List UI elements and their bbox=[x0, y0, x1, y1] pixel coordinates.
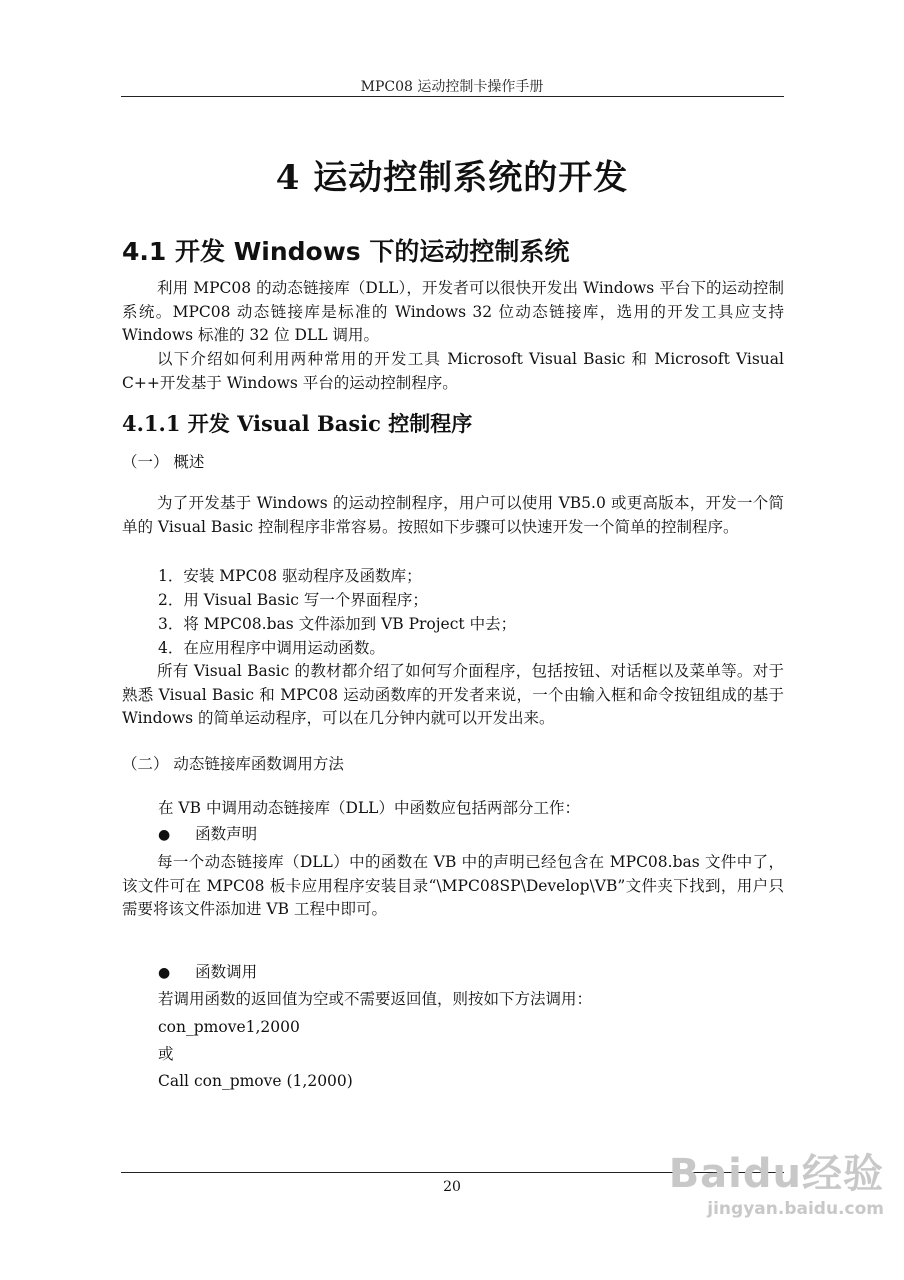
bullet-label: 函数声明 bbox=[195, 825, 258, 843]
watermark-logo: Baidu经验 bbox=[668, 1151, 884, 1197]
watermark-url: jingyan.baidu.com bbox=[707, 1199, 884, 1219]
part2-paragraph-1: 在 VB 中调用动态链接库（DLL）中函数应包括两部分工作： bbox=[158, 799, 580, 817]
step-item: 1．安装 MPC08 驱动程序及函数库； bbox=[158, 567, 422, 585]
part2-heading: （二） 动态链接库函数调用方法 bbox=[122, 755, 344, 773]
bullet-function-call bbox=[158, 960, 257, 985]
running-header: MPC08 运动控制卡操作手册 bbox=[360, 79, 544, 95]
section-title: 4.1 开发 Windows 下的运动控制系统 bbox=[122, 237, 570, 266]
page-number: 20 bbox=[443, 1179, 461, 1195]
bullet-label: 函数调用 bbox=[195, 963, 258, 981]
code-line: Call con_pmove (1,2000) bbox=[158, 1072, 353, 1090]
part2-paragraph-3: 若调用函数的返回值为空或不需要返回值，则按如下方法调用： bbox=[158, 990, 593, 1008]
step-item: 3．将 MPC08.bas 文件添加到 VB Project 中去； bbox=[158, 615, 517, 633]
part1-paragraph-2: 所有 Visual Basic 的教材都介绍了如何写介面程序，包括按钮、对话框以及菜单等。对于熟悉 Visual Basic 和 MPC08 运动函数库的开发者来说，一个由输入框和命令按钮组成的基于 Windows 的简单运动程序，可以在几分钟内就可以开发出来。 bbox=[122, 662, 784, 727]
step-item: 2．用 Visual Basic 写一个界面程序； bbox=[158, 591, 428, 609]
or-text: 或 bbox=[158, 1045, 174, 1063]
bullet-icon: ● bbox=[158, 827, 171, 843]
intro-paragraph-1: 利用 MPC08 的动态链接库（DLL），开发者可以很快开发出 Windows 平台下的运动控制系统。MPC08 动态链接库是标准的 Windows 32 位动态链接库，选用的开发工具应支持 Windows 标准的 32 位 DLL 调用。 bbox=[122, 279, 784, 344]
baidu-watermark bbox=[669, 1150, 884, 1220]
chapter-title: 4 运动控制系统的开发 bbox=[275, 158, 629, 198]
subsection-title: 4.1.1 开发 Visual Basic 控制程序 bbox=[122, 411, 473, 436]
part2-paragraph-2: 每一个动态链接库（DLL）中的函数在 VB 中的声明已经包含在 MPC08.bas 文件中了，该文件可在 MPC08 板卡应用程序安装目录“\MPC08SP\Develop\VB”文件夹下找到，用户只需要将该文件添加进 VB 工程中即可。 bbox=[122, 853, 784, 918]
intro-paragraph-2: 以下介绍如何利用两种常用的开发工具 Microsoft Visual Basic 和 Microsoft Visual C++开发基于 Windows 平台的运动控制程序。 bbox=[122, 350, 784, 392]
step-item: 4．在应用程序中调用运动函数。 bbox=[158, 639, 385, 657]
header-rule bbox=[121, 96, 784, 97]
bullet-function-declaration bbox=[158, 822, 257, 847]
part1-paragraph-1: 为了开发基于 Windows 的运动控制程序，用户可以使用 VB5.0 或更高版本，开发一个简单的 Visual Basic 控制程序非常容易。按照如下步骤可以快速开发一个简单的控制程序。 bbox=[122, 494, 784, 536]
bullet-icon: ● bbox=[158, 965, 171, 981]
code-line: con_pmove1,2000 bbox=[158, 1018, 300, 1036]
part1-heading: （一） 概述 bbox=[122, 453, 205, 471]
